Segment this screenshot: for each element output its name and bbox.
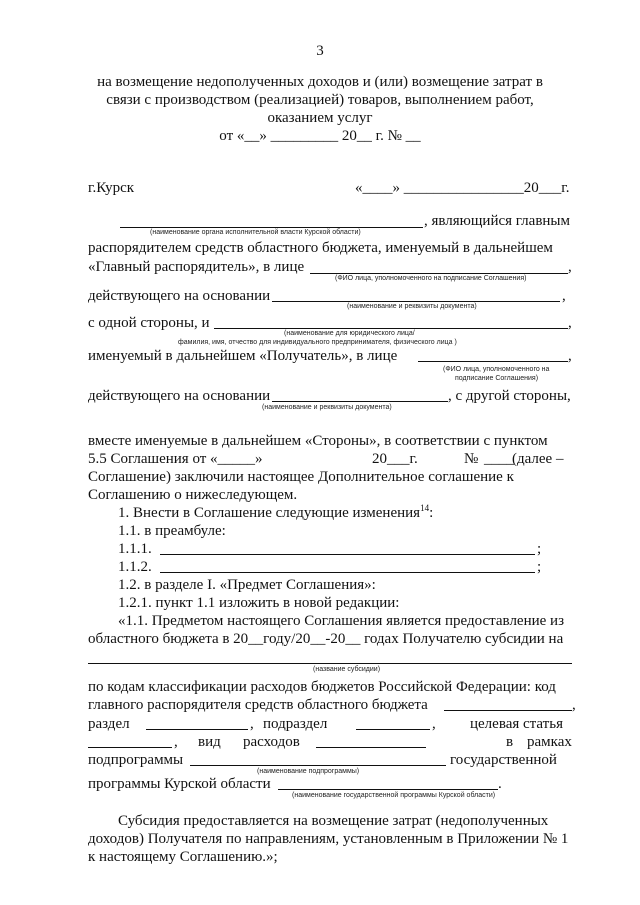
basis-line: действующего на основании [88,288,271,304]
basis2-field-line [272,401,448,402]
item-1-colon: : [429,505,434,521]
item-1-1-1: 1.1.1. [118,541,152,557]
body-line-2-c: № [464,451,479,467]
state-program-field-line [278,789,498,790]
body-line-2-d: ____ [484,451,514,467]
comma: , [562,288,566,304]
city: г.Курск [88,180,135,196]
body-line-1: вместе именуемые в дальнейшем «Стороны», в соответствии с пунктом [88,433,548,449]
codes-line-6: программы Курской области [88,776,271,792]
recipient-line: именуемый в дальнейшем «Получатель», в лице [88,348,398,364]
semicolon: ; [537,541,542,557]
target-article-field-line [88,747,172,748]
body-line-2-e: (далее – [512,451,564,467]
podrazdel-field-line [356,729,430,730]
footnote-ref: 14 [420,503,430,513]
expense-type-field-line [316,747,426,748]
comma: , [432,716,436,732]
codes-razdel: раздел [88,716,130,732]
fio-recipient-caption-1: (ФИО лица, уполномоченного на [443,366,550,373]
legal-entity-field-line [214,328,568,329]
codes-podrazdel: подраздел [263,716,328,732]
item-1-text: 1. Внести в Соглашение следующие изменения [118,505,421,521]
last-line-1: Субсидия предоставляется на возмещение затрат (недополученных [118,813,549,829]
codes-podprog: подпрограммы [88,752,184,768]
codes-ramkah: рамках [527,734,572,750]
item-1-2: 1.2. в разделе I. «Предмет Соглашения»: [118,577,376,593]
header-line-2: связи с производством (реализацией) товаров, выполнением работ, [106,92,534,108]
header-line-3: оказанием услуг [267,110,373,126]
fio-recipient-caption-2: подписание Соглашения) [455,375,539,382]
quote-line-2: областного бюджета в 20__году/20__-20__ годах Получателю субсидии на [88,631,564,647]
codes-v: в [506,734,514,750]
page-number: 3 [316,43,324,59]
authority-field-line [120,227,423,228]
basis-field-line [272,301,560,302]
preamble-line-2 [88,240,572,257]
agreement-date: «____» ________________20___г. [355,180,570,196]
basis-caption: (наименование и реквизиты документа) [347,303,477,310]
codes-celevaya: целевая статья [470,716,563,732]
basis2-caption: (наименование и реквизиты документа) [262,404,392,411]
body-line-2 [88,451,572,468]
body-line-3: Соглашение) заключили настоящее Дополнительное соглашение к [88,469,514,485]
comma: , [568,315,572,331]
preamble-line-2-text: распорядителем средств областного бюджета, именуемый в дальнейшем [88,240,553,256]
subprogram-field-line [190,765,446,766]
body-line-2-a: 5.5 Соглашения от «_____» [88,451,263,467]
codes-vid: вид [198,734,221,750]
last-line-2: доходов) Получателя по направлениям, установленным в Приложении № 1 [88,831,569,847]
basis2-line: действующего на основании [88,388,271,404]
subsidy-field-line [88,663,572,664]
authority-line-tail: , являющийся главным [424,213,571,229]
body-line-4: Соглашению о нижеследующем. [88,487,298,503]
period: . [498,776,502,792]
subprogram-caption: (наименование подпрограммы) [257,768,360,775]
item-1-1-2: 1.1.2. [118,559,152,575]
item-1-1: 1.1. в преамбуле: [118,523,226,539]
comma: , [250,716,254,732]
fio-recipient-field-line [418,361,568,362]
codes-line-2: главного распорядителя средств областного бюджета [88,697,428,713]
comma: , [572,697,576,713]
individual-caption: фамилия, имя, отчество для индивидуального предпринимателя, физического лица ) [178,339,457,346]
item-1 [118,505,433,522]
body-line-2-b: 20___г. [372,451,418,467]
state-program-caption: (наименование государственной программы Курской области) [292,792,496,799]
subsidy-caption: (название субсидии) [313,666,381,673]
item-1-1-1-field-line [160,554,535,555]
codes-line-1: по кодам классификации расходов бюджетов Российской Федерации: код [88,679,556,695]
other-side: , с другой стороны, [448,388,571,404]
preamble-line-3: «Главный распорядитель», в лице [88,259,305,275]
fio-signatory-caption: (ФИО лица, уполномоченного на подписание Соглашения) [335,275,527,282]
legal-entity-caption: (наименование для юридического лица/ [284,330,415,337]
authority-caption: (наименование органа исполнительной власти Курской области) [150,229,361,236]
gr-code-field-line [444,710,572,711]
razdel-field-line [146,729,248,730]
header-line-1: на возмещение недополученных доходов и (или) возмещение затрат в [97,74,543,90]
header-date-line: от «__» _________ 20__ г. № __ [219,128,421,144]
one-side-line: с одной стороны, и [88,315,210,331]
comma: , [568,348,572,364]
quote-line-1: «1.1. Предметом настоящего Соглашения является предоставление из [118,613,565,629]
codes-gos: государственной [450,752,557,768]
comma: , [568,259,572,275]
item-1-2-1: 1.2.1. пункт 1.1 изложить в новой редакции: [118,595,400,611]
codes-rashodov: расходов [243,734,300,750]
fio-signatory-line [310,273,568,274]
comma: , [174,734,178,750]
last-line-3: к настоящему Соглашению.»; [88,849,278,865]
item-1-1-2-field-line [160,572,535,573]
semicolon: ; [537,559,542,575]
